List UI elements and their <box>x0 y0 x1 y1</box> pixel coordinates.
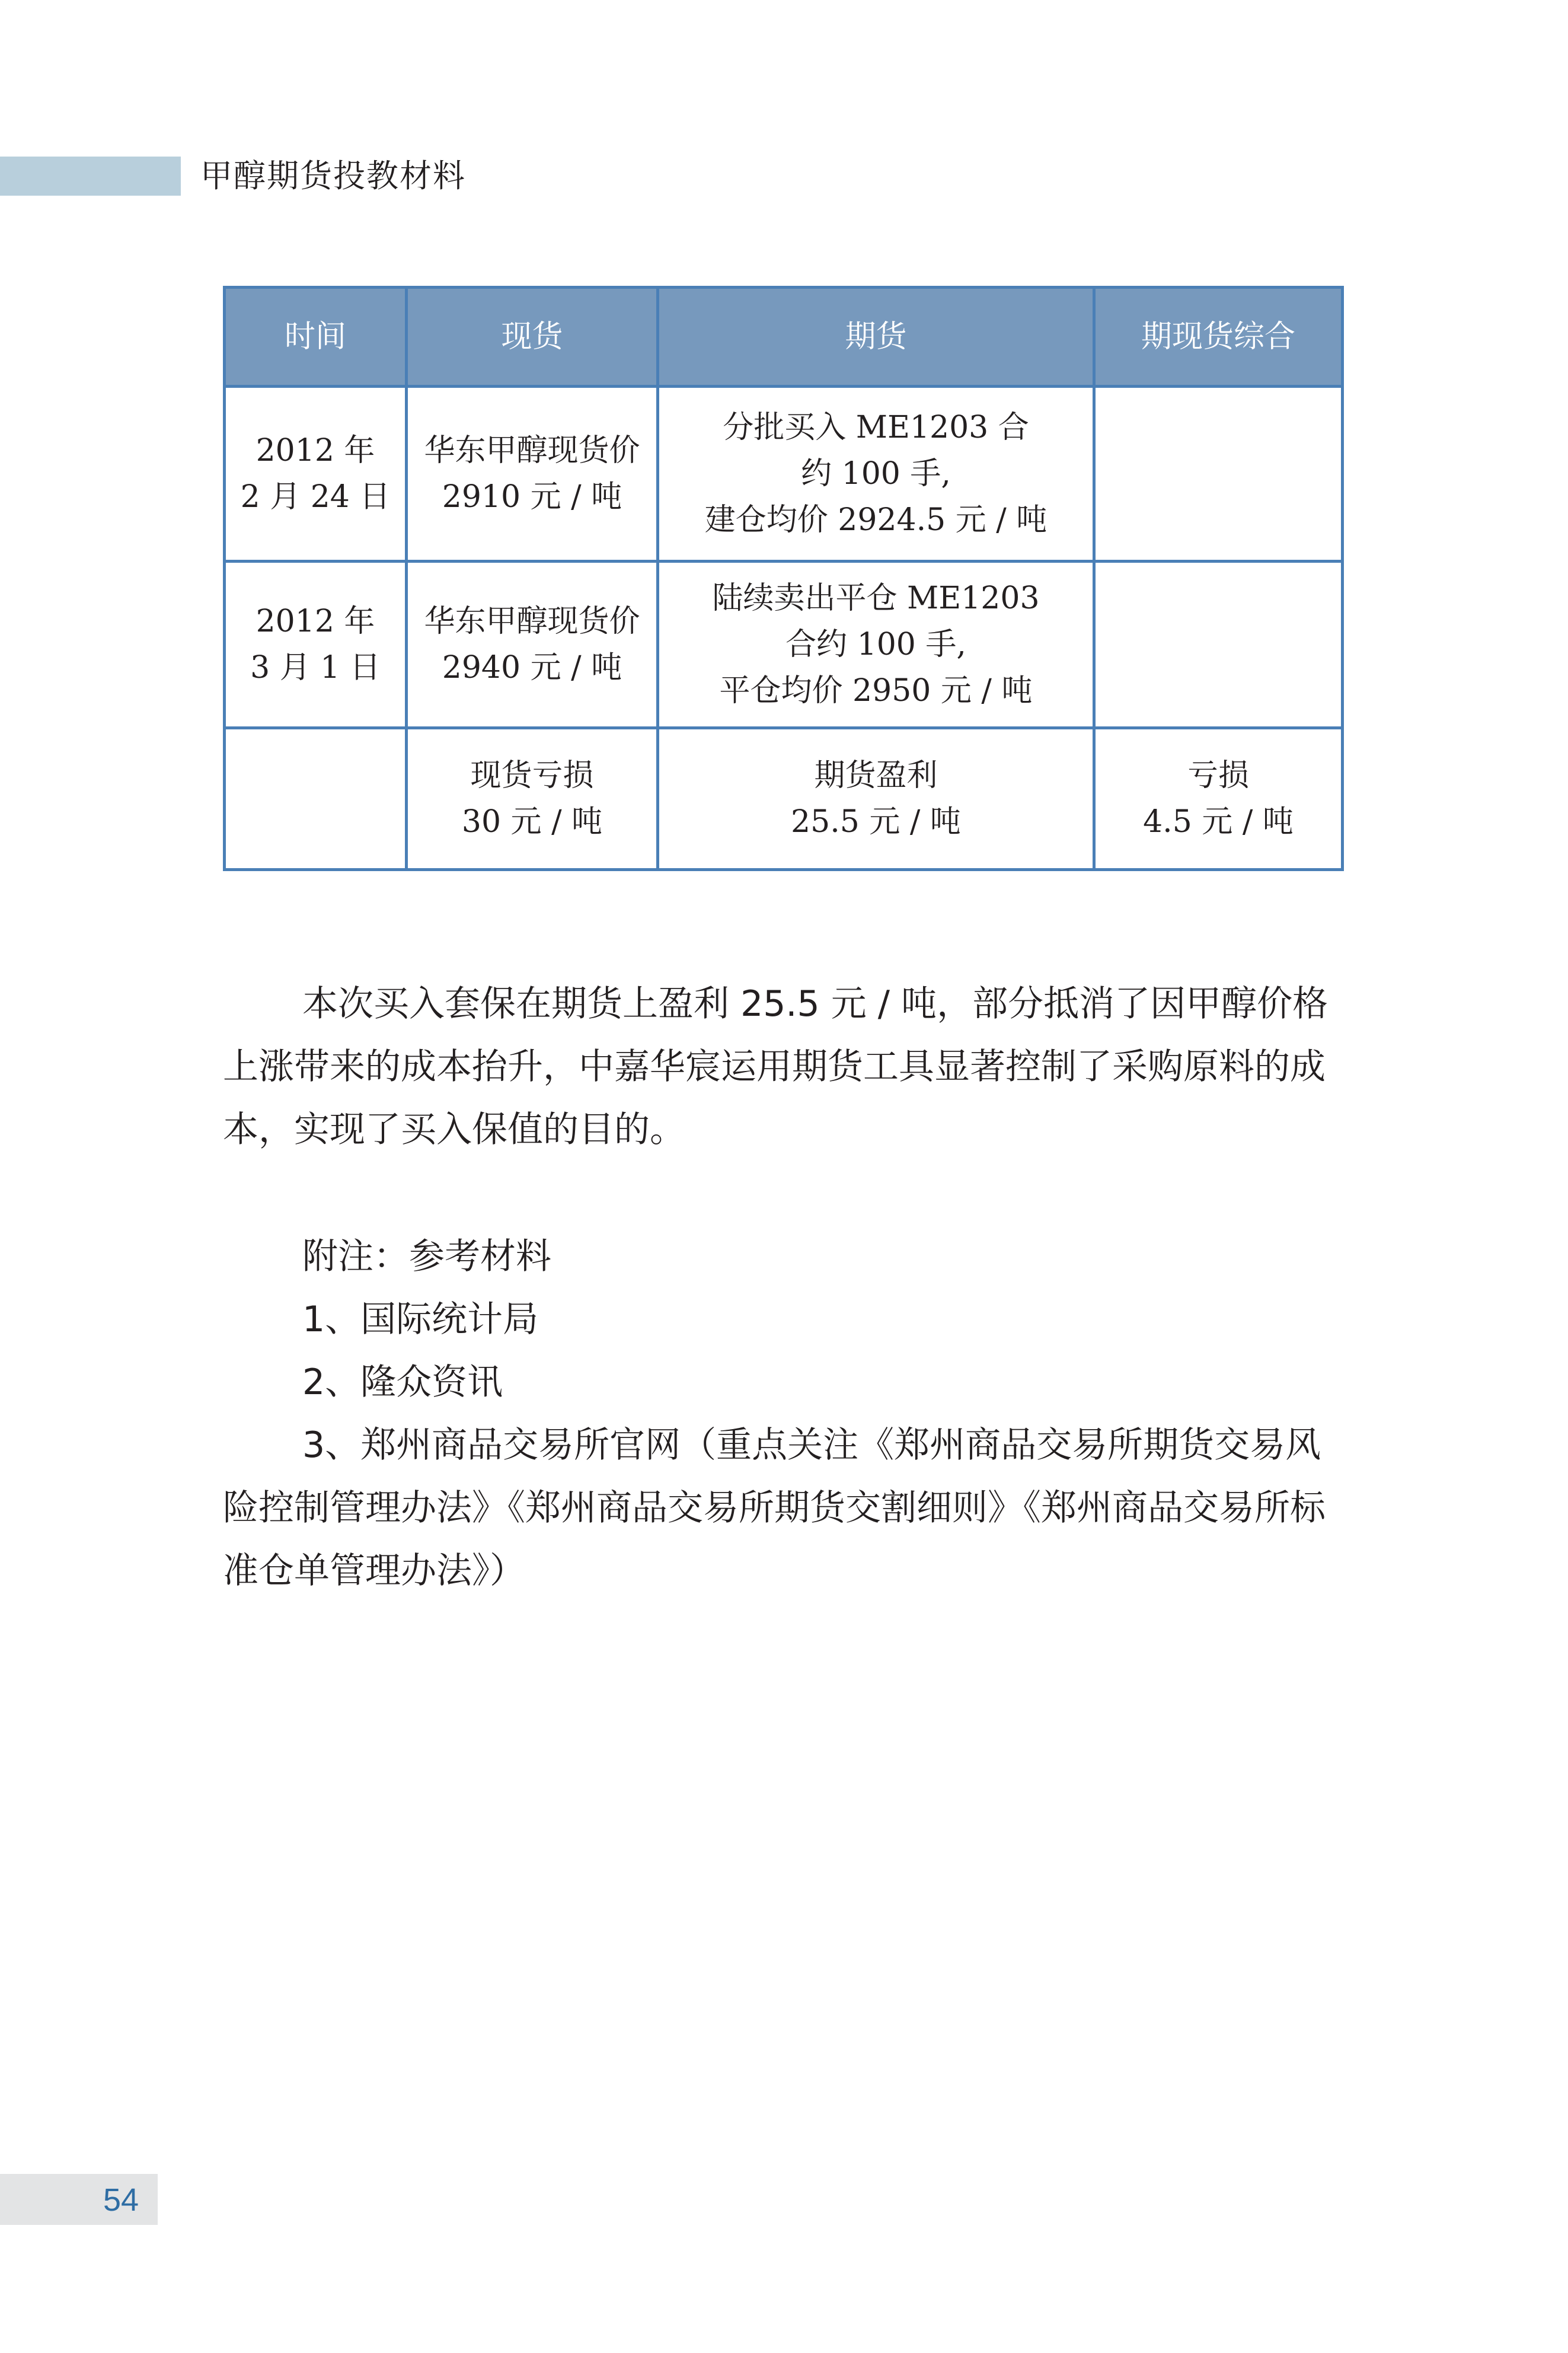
table-row <box>225 562 1343 728</box>
table-row <box>225 728 1343 870</box>
header-futures: 期货 <box>658 288 1094 387</box>
cell-line: 2940 元 / 吨 <box>442 650 622 686</box>
cell-time <box>225 387 407 562</box>
header-time: 时间 <box>225 288 407 387</box>
cell-line: 分批买入 ME1203 合 <box>723 410 1029 445</box>
cell-time <box>225 562 407 728</box>
cell-futures <box>658 387 1094 562</box>
cell-time <box>225 728 407 870</box>
cell-combined <box>1094 728 1343 870</box>
cell-futures <box>658 562 1094 728</box>
notes-title: 附注：参考材料 <box>302 1236 551 1277</box>
cell-line: 2910 元 / 吨 <box>442 479 622 515</box>
cell-line: 华东甲醇现货价 <box>424 433 640 468</box>
cell-line: 25.5 元 / 吨 <box>791 804 961 840</box>
running-header-title: 甲醇期货投教材料 <box>200 157 466 195</box>
cell-futures <box>658 728 1094 870</box>
cell-combined <box>1094 562 1343 728</box>
cell-line: 合约 100 手, <box>785 627 966 662</box>
cell-line: 3 月 1 日 <box>250 650 381 686</box>
cell-spot <box>407 728 658 870</box>
cell-line: 平仓均价 2950 元 / 吨 <box>719 673 1033 709</box>
header-spot: 现货 <box>407 288 658 387</box>
cell-line: 4.5 元 / 吨 <box>1143 804 1294 840</box>
cell-line: 2012 年 <box>256 433 375 468</box>
cell-spot <box>407 562 658 728</box>
cell-spot <box>407 387 658 562</box>
table-header-row <box>225 288 1343 387</box>
cell-line: 陆续卖出平仓 ME1203 <box>712 581 1040 616</box>
notes-item: 1、国际统计局 <box>302 1299 539 1340</box>
cell-line: 30 元 / 吨 <box>461 804 603 840</box>
table-row <box>225 387 1343 562</box>
summary-paragraph: 本次买入套保在期货上盈利 25.5 元 / 吨，部分抵消了因甲醇价格上涨带来的成本抬升，中嘉华宸运用期货工具显著控制了采购原料的成本，实现了买入保值的目的。 <box>223 983 1329 1150</box>
cell-line: 期货盈利 <box>814 758 938 793</box>
reference-notes <box>223 1225 1341 1602</box>
hedging-table <box>223 286 1344 871</box>
notes-item: 3、郑州商品交易所官网（重点关注《郑州商品交易所期货交易风险控制管理办法》《郑州商品交易所期货交割细则》《郑州商品交易所标准仓单管理办法》） <box>223 1424 1326 1592</box>
cell-line: 2 月 24 日 <box>240 479 391 515</box>
header-accent-bar <box>0 157 181 196</box>
notes-item: 2、隆众资讯 <box>302 1362 503 1403</box>
page-number: 54 <box>103 2182 139 2218</box>
cell-line: 约 100 手, <box>801 456 951 492</box>
header-combined: 期现货综合 <box>1094 288 1343 387</box>
cell-line: 亏损 <box>1187 758 1249 793</box>
cell-line: 建仓均价 2924.5 元 / 吨 <box>704 502 1048 538</box>
cell-line: 2012 年 <box>256 604 375 639</box>
summary-paragraph-block <box>223 973 1341 1161</box>
cell-line: 华东甲醇现货价 <box>424 604 640 639</box>
cell-line: 现货亏损 <box>470 758 594 793</box>
cell-combined <box>1094 387 1343 562</box>
